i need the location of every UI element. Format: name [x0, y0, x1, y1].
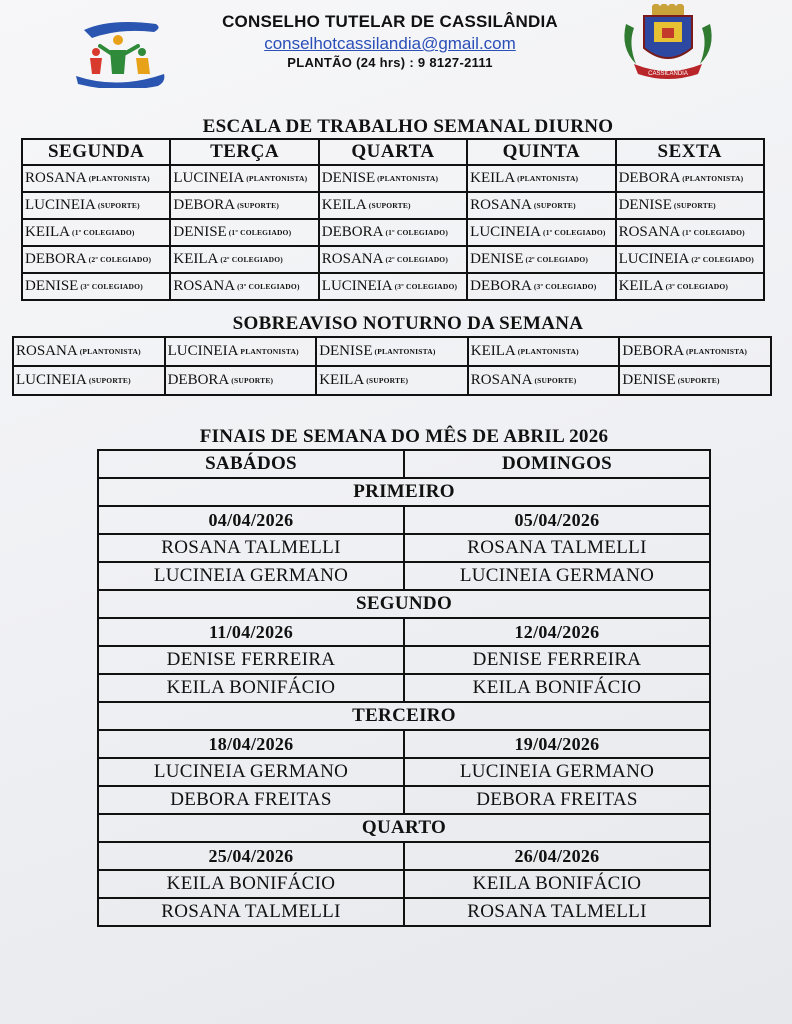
schedule-cell [468, 337, 620, 366]
schedule-cell [616, 246, 764, 273]
table-row [22, 219, 764, 246]
sunday-header: DOMINGOS [404, 450, 710, 478]
saturday-person: ROSANA TALMELLI [98, 898, 404, 926]
role-label: (SUPORTE) [534, 376, 577, 385]
saturday-date: 18/04/2026 [98, 730, 404, 758]
schedule-cell [468, 366, 620, 395]
person-name: DENISE [321, 170, 376, 186]
role-label: (1º COLEGIADO) [543, 228, 606, 237]
table-row [98, 730, 710, 758]
role-label: (PLANTONISTA) [374, 347, 436, 356]
person-name: DENISE [25, 278, 79, 294]
saturday-date: 25/04/2026 [98, 842, 404, 870]
weekend-label: QUARTO [98, 814, 710, 842]
schedule-cell [319, 273, 467, 300]
role-label: (PLANTONISTA) [377, 174, 439, 183]
role-label: (PLANTONISTA) [88, 174, 150, 183]
role-label: (2º COLEGIADO) [691, 255, 754, 264]
schedule-cell [170, 219, 318, 246]
table-row [98, 562, 710, 590]
role-label: (2º COLEGIADO) [385, 255, 449, 264]
schedule-cell [467, 192, 615, 219]
day-header: QUINTA [467, 139, 615, 165]
table-row [98, 898, 710, 926]
role-label: (2º COLEGIADO) [220, 255, 283, 264]
table-row [98, 450, 710, 478]
table-row [98, 534, 710, 562]
sunday-person: LUCINEIA GERMANO [404, 758, 710, 786]
person-name: LUCINEIA [470, 224, 541, 240]
weekend-schedule-table [97, 449, 711, 927]
schedule-cell [319, 219, 467, 246]
table-row [98, 646, 710, 674]
role-label: (SUPORTE) [677, 376, 720, 385]
role-label: (SUPORTE) [237, 201, 280, 210]
table-row [98, 842, 710, 870]
person-name: KEILA [321, 197, 367, 213]
person-name: DENISE [319, 343, 373, 359]
person-name: KEILA [173, 251, 219, 267]
role-label: (SUPORTE) [533, 201, 576, 210]
table-row [98, 478, 710, 506]
role-label: (3º COLEGIADO) [237, 282, 300, 291]
role-label: (1º COLEGIADO) [385, 228, 449, 237]
schedule-cell [13, 366, 165, 395]
sunday-person: DENISE FERREIRA [404, 646, 710, 674]
schedule-cell [165, 337, 317, 366]
schedule-cell [619, 337, 771, 366]
table-row [13, 337, 771, 366]
sunday-person: LUCINEIA GERMANO [404, 562, 710, 590]
sunday-person: DEBORA FREITAS [404, 786, 710, 814]
saturday-person: KEILA BONIFÁCIO [98, 870, 404, 898]
role-label: (3º COLEGIADO) [394, 282, 458, 291]
table-row [22, 192, 764, 219]
table-row [98, 814, 710, 842]
schedule-cell [170, 246, 318, 273]
sunday-person: KEILA BONIFÁCIO [404, 870, 710, 898]
person-name: ROSANA [618, 224, 681, 240]
sunday-date: 19/04/2026 [404, 730, 710, 758]
person-name: LUCINEIA [167, 343, 239, 359]
person-name: DEBORA [167, 372, 230, 388]
role-label: (PLANTONISTA) [686, 347, 748, 356]
person-name: LUCINEIA [618, 251, 690, 267]
table-row [22, 273, 764, 300]
role-label: (2º COLEGIADO) [88, 255, 152, 264]
schedule-cell [22, 165, 170, 192]
schedule-cell [170, 273, 318, 300]
role-label: (3º COLEGIADO) [80, 282, 143, 291]
person-name: LUCINEIA [173, 170, 245, 186]
saturday-date: 11/04/2026 [98, 618, 404, 646]
person-name: ROSANA [470, 197, 532, 213]
schedule-cell [22, 192, 170, 219]
weekend-label: SEGUNDO [98, 590, 710, 618]
role-label: (PLANTONISTA) [517, 347, 579, 356]
night-title: SOBREAVISO NOTURNO DA SEMANA [232, 313, 584, 334]
person-name: DENISE [173, 224, 227, 240]
schedule-cell [467, 165, 615, 192]
person-name: DEBORA [173, 197, 236, 213]
table-row [98, 702, 710, 730]
person-name: DENISE [618, 197, 672, 213]
person-name: KEILA [470, 170, 516, 186]
saturday-person: DEBORA FREITAS [98, 786, 404, 814]
schedule-cell [319, 192, 467, 219]
saturday-person: KEILA BONIFÁCIO [98, 674, 404, 702]
saturday-person: LUCINEIA GERMANO [98, 562, 404, 590]
sunday-person: ROSANA TALMELLI [404, 898, 710, 926]
sunday-person: KEILA BONIFÁCIO [404, 674, 710, 702]
schedule-cell [467, 273, 615, 300]
schedule-cell [616, 273, 764, 300]
person-name: KEILA [319, 372, 365, 388]
municipal-crest-icon [618, 4, 718, 84]
table-row [98, 506, 710, 534]
schedule-cell [22, 273, 170, 300]
role-label: (PLANTONISTA) [79, 347, 141, 356]
saturday-person: ROSANA TALMELLI [98, 534, 404, 562]
schedule-cell [22, 219, 170, 246]
schedule-cell [170, 192, 318, 219]
person-name: DEBORA [618, 170, 681, 186]
schedule-cell [316, 337, 468, 366]
sunday-date: 05/04/2026 [404, 506, 710, 534]
schedule-cell [319, 165, 467, 192]
role-label: (2º COLEGIADO) [525, 255, 589, 264]
day-header: SEGUNDA [22, 139, 170, 165]
person-name: DEBORA [470, 278, 532, 294]
role-label: (PLANTONISTA) [517, 174, 579, 183]
day-header: QUARTA [319, 139, 467, 165]
table-row [98, 870, 710, 898]
night-oncall-table [12, 336, 772, 396]
role-label: PLANTONISTA) [240, 347, 299, 356]
duty-phone: PLANTÃO (24 hrs) : 9 8127-2111 [287, 55, 493, 70]
table-row [98, 786, 710, 814]
role-label: (SUPORTE) [368, 201, 411, 210]
person-name: LUCINEIA [25, 197, 96, 213]
person-name: DENISE [622, 372, 676, 388]
schedule-cell [616, 165, 764, 192]
role-label: (PLANTONISTA) [682, 174, 744, 183]
table-row [98, 618, 710, 646]
day-header: TERÇA [170, 139, 318, 165]
schedule-cell [616, 192, 764, 219]
person-name: DEBORA [25, 251, 87, 267]
role-label: (SUPORTE) [97, 201, 140, 210]
person-name: ROSANA [25, 170, 87, 186]
person-name: KEILA [25, 224, 70, 240]
org-name: CONSELHO TUTELAR DE CASSILÂNDIA [222, 12, 558, 31]
table-row [13, 366, 771, 395]
person-name: DEBORA [321, 224, 384, 240]
role-label: (3º COLEGIADO) [533, 282, 597, 291]
schedule-cell [319, 246, 467, 273]
saturday-person: DENISE FERREIRA [98, 646, 404, 674]
person-name: DENISE [470, 251, 524, 267]
role-label: (1º COLEGIADO) [682, 228, 745, 237]
org-email-link[interactable]: conselhotcassilandia@gmail.com [264, 34, 516, 53]
sunday-date: 12/04/2026 [404, 618, 710, 646]
schedule-cell [467, 219, 615, 246]
role-label: (1º COLEGIADO) [72, 228, 135, 237]
table-row [98, 590, 710, 618]
table-row [98, 674, 710, 702]
role-label: (SUPORTE) [366, 376, 409, 385]
schedule-cell [316, 366, 468, 395]
sunday-date: 26/04/2026 [404, 842, 710, 870]
weekend-label: TERCEIRO [98, 702, 710, 730]
schedule-cell [616, 219, 764, 246]
table-row [98, 758, 710, 786]
role-label: (3º COLEGIADO) [665, 282, 729, 291]
person-name: ROSANA [321, 251, 384, 267]
crest-ribbon-text: CASSILÂNDIA [648, 71, 688, 77]
person-name: ROSANA [470, 372, 533, 388]
schedule-cell [13, 337, 165, 366]
council-logo-icon [70, 16, 170, 88]
table-row [22, 246, 764, 273]
day-header: SEXTA [616, 139, 764, 165]
table-row [22, 165, 764, 192]
person-name: KEILA [470, 343, 516, 359]
schedule-cell [619, 366, 771, 395]
schedule-cell [467, 246, 615, 273]
person-name: KEILA [618, 278, 664, 294]
saturday-header: SABÁDOS [98, 450, 404, 478]
role-label: (PLANTONISTA) [246, 174, 308, 183]
role-label: (1º COLEGIADO) [228, 228, 292, 237]
saturday-person: LUCINEIA GERMANO [98, 758, 404, 786]
weekly-title: ESCALA DE TRABALHO SEMANAL DIURNO [202, 116, 614, 137]
person-name: ROSANA [173, 278, 236, 294]
saturday-date: 04/04/2026 [98, 506, 404, 534]
role-label: (SUPORTE) [231, 376, 274, 385]
sunday-person: ROSANA TALMELLI [404, 534, 710, 562]
weekly-schedule-table [21, 138, 765, 301]
person-name: ROSANA [16, 343, 78, 359]
person-name: LUCINEIA [321, 278, 393, 294]
role-label: (SUPORTE) [673, 201, 716, 210]
schedule-cell [170, 165, 318, 192]
person-name: DEBORA [622, 343, 685, 359]
weekends-title: FINAIS DE SEMANA DO MÊS DE ABRIL 2026 [199, 426, 609, 447]
schedule-cell [22, 246, 170, 273]
person-name: LUCINEIA [16, 372, 87, 388]
role-label: (SUPORTE) [88, 376, 131, 385]
weekend-label: PRIMEIRO [98, 478, 710, 506]
schedule-cell [165, 366, 317, 395]
